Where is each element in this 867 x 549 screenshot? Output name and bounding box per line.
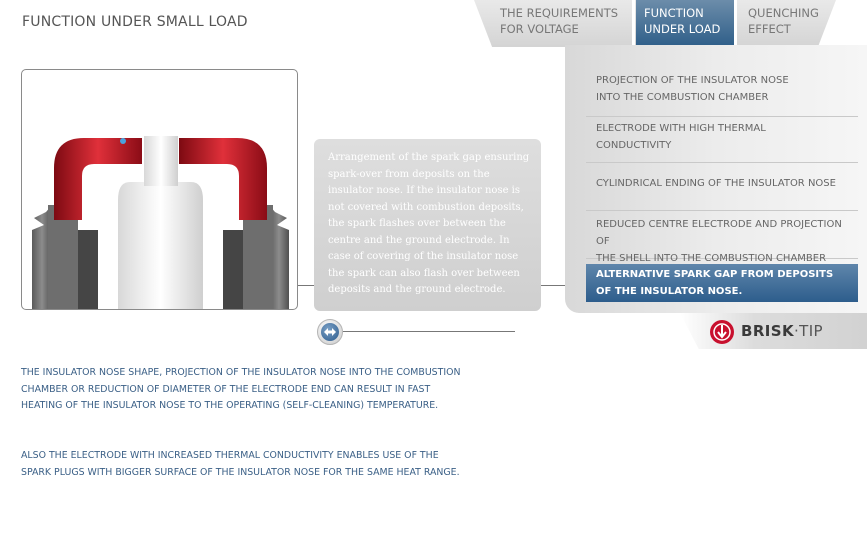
connector-line <box>541 285 565 286</box>
tab-label-line2: EFFECT <box>748 22 791 36</box>
feature-label-line1: REDUCED CENTRE ELECTRODE AND PROJECTION OF <box>596 219 842 247</box>
feature-label-line1: PROJECTION OF THE INSULATOR NOSE <box>596 75 789 86</box>
body-paragraph: ALSO THE ELECTRODE WITH INCREASED THERMAL CONDUCTIVITY ENABLES USE OF THE SPARK PLUGS WITH BIGGER SURFACE OF THE INSULATOR NOSE FOR THE SAME HEAT RANGE. <box>21 450 460 478</box>
feature-label-line2: CONDUCTIVITY <box>596 140 672 151</box>
tab-requirements-for-voltage[interactable] <box>492 0 632 46</box>
brisk-logo-icon <box>709 319 735 345</box>
slider-track <box>343 331 515 332</box>
connector-line <box>298 285 314 286</box>
spark-plug-illustration <box>21 69 298 310</box>
double-arrow-glyph <box>321 323 339 341</box>
feature-label-line1: ELECTRODE WITH HIGH THERMAL <box>596 123 766 134</box>
feature-item-cylindrical-ending[interactable] <box>586 175 858 211</box>
feature-item-reduced-centre-electrode[interactable] <box>586 216 858 264</box>
description-text: Arrangement of the spark gap ensuring spark-over from deposits on the insulator nose. If the insulator nose is not covered with combustion deposits, the spark flashes over between the centre and the ground electrode. In case of covering of the insulator nose the spark can also flash over between deposits and the ground electrode. <box>328 152 530 295</box>
tab-label-line1: THE REQUIREMENTS <box>500 6 619 20</box>
tab-label-line1: QUENCHING <box>748 6 819 20</box>
tab-divider <box>632 0 635 46</box>
tab-label-line2: FOR VOLTAGE <box>500 22 579 36</box>
description-box <box>314 139 541 311</box>
feature-label-line2: THE SHELL INTO THE COMBUSTION CHAMBER <box>596 253 827 264</box>
feature-item-electrode-thermal-conductivity[interactable] <box>586 120 858 163</box>
logo-suffix: ·TIP <box>794 322 823 340</box>
double-arrow-icon <box>321 323 339 341</box>
feature-label-line1: ALTERNATIVE SPARK GAP FROM DEPOSITS <box>596 269 834 280</box>
logo-brand: BRISK <box>741 322 794 340</box>
feature-label-line1: CYLINDRICAL ENDING OF THE INSULATOR NOSE <box>596 178 836 189</box>
slider-handle[interactable] <box>317 319 343 345</box>
tab-quenching-effect[interactable] <box>740 0 830 46</box>
page-title: FUNCTION UNDER SMALL LOAD <box>22 14 248 30</box>
tab-divider <box>734 0 737 46</box>
logo-wordmark <box>741 322 823 340</box>
tab-label-line2: UNDER LOAD <box>644 22 721 36</box>
feature-item-alternative-spark-gap[interactable] <box>586 264 858 302</box>
feature-item-projection-insulator-nose[interactable] <box>586 71 858 117</box>
body-paragraph: THE INSULATOR NOSE SHAPE, PROJECTION OF THE INSULATOR NOSE INTO THE COMBUSTION CHAMBER OR REDUCTION OF DIAMETER OF THE ELECTRODE END CAN RESULT IN FAST HEATING OF THE INSULATOR NOSE TO THE OPERATING (SELF-CLEANING) TEMPERATURE. <box>21 367 461 412</box>
feature-label-line2: OF THE INSULATOR NOSE. <box>596 286 743 297</box>
feature-label-line2: INTO THE COMBUSTION CHAMBER <box>596 92 769 103</box>
spark-plug-drawing <box>22 70 298 310</box>
tab-label-line1: FUNCTION <box>644 6 704 20</box>
tab-function-under-load[interactable] <box>636 0 734 46</box>
